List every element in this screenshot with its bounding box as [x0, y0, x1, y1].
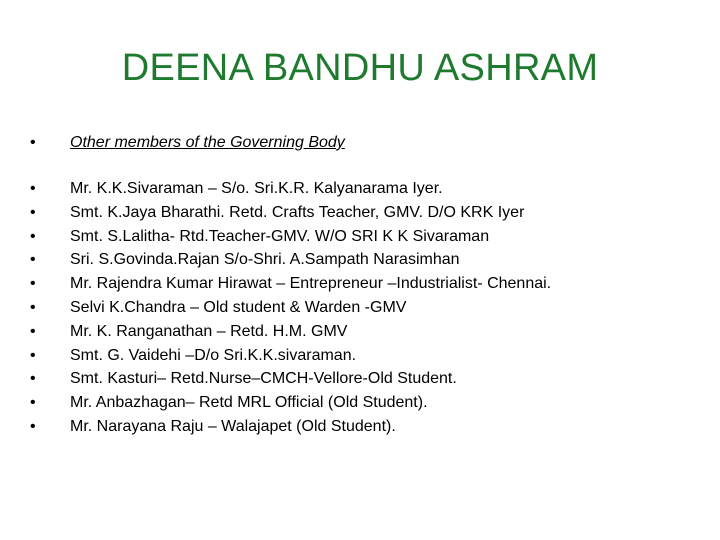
bullet-icon: • [30, 346, 36, 364]
list-item [30, 391, 700, 415]
list-item [30, 177, 700, 201]
member-text: Mr. K.K.Sivaraman – S/o. Sri.K.R. Kalyanarama Iyer. [70, 180, 443, 197]
list-item [30, 272, 700, 296]
list-item [30, 344, 700, 368]
list-item [30, 248, 700, 272]
page-title: DEENA BANDHU ASHRAM [121, 47, 599, 89]
bullet-icon: • [30, 180, 36, 197]
bullet-icon: • [30, 322, 36, 340]
list-item [30, 367, 700, 391]
list-item [30, 201, 700, 225]
member-text: Smt. K.Jaya Bharathi. Retd. Crafts Teacher, GMV. D/O KRK Iyer [70, 203, 525, 221]
section-heading-text: Other members of the Governing Body [70, 134, 345, 151]
section-heading [30, 131, 690, 155]
bullet-icon: • [30, 134, 36, 151]
member-text: Mr. K. Ranganathan – Retd. H.M. GMV [70, 322, 348, 340]
bullet-icon: • [30, 298, 36, 316]
member-text: Mr. Anbazhagan– Retd MRL Official (Old Student). [70, 394, 428, 412]
bullet-icon: • [30, 370, 36, 388]
member-text: Mr. Rajendra Kumar Hirawat – Entrepreneur –Industrialist- Chennai. [70, 275, 552, 293]
member-list [30, 177, 700, 439]
member-text: Mr. Narayana Raju – Walajapet (Old Student). [70, 417, 396, 435]
list-item [30, 320, 700, 344]
member-text: Smt. Kasturi– Retd.Nurse–CMCH-Vellore-Old Student. [70, 370, 457, 388]
member-text: Selvi K.Chandra – Old student & Warden -GMV [70, 298, 407, 316]
member-text: Smt. S.Lalitha- Rtd.Teacher-GMV. W/O SRI K K Sivaraman [70, 227, 490, 245]
bullet-icon: • [30, 417, 36, 435]
bullet-icon: • [30, 394, 36, 412]
list-item [30, 296, 700, 320]
bullet-icon: • [30, 251, 36, 269]
member-text: Sri. S.Govinda.Rajan S/o-Shri. A.Sampath Narasimhan [70, 251, 460, 269]
member-text: Smt. G. Vaidehi –D/o Sri.K.K.sivaraman. [70, 346, 357, 364]
list-item [30, 415, 700, 439]
list-item [30, 225, 700, 249]
bullet-icon: • [30, 227, 36, 245]
bullet-icon: • [30, 203, 36, 221]
bullet-icon: • [30, 275, 36, 293]
